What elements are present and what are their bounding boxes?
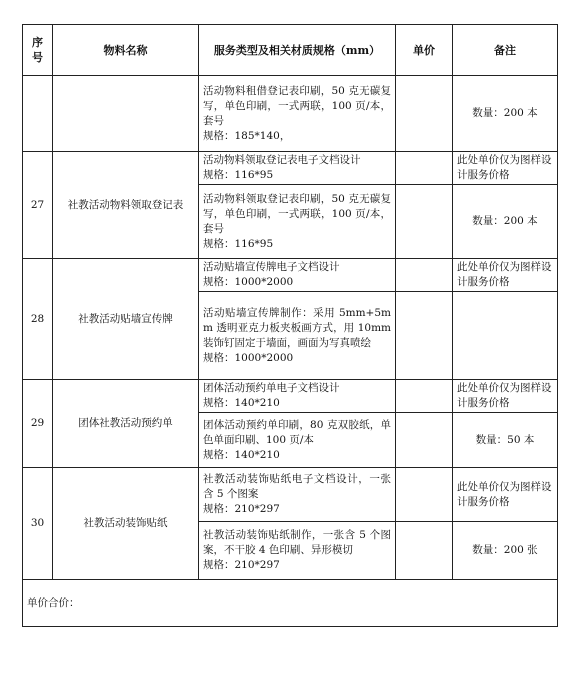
seq-cell: 30 <box>23 468 53 580</box>
price-cell <box>396 468 453 522</box>
header-seq: 序号 <box>23 25 53 76</box>
table-row <box>23 468 558 522</box>
spec-cell <box>199 76 396 152</box>
spec-text: 社教活动装饰贴纸制作，一张含 5 个图案，不干胶 4 色印刷、异形模切 <box>203 529 391 556</box>
spec-size: 规格：1000*2000 <box>203 351 294 364</box>
note-cell: 此处单价仅为图样设计服务价格 <box>453 380 558 413</box>
note-cell: 数量：200 本 <box>453 76 558 152</box>
price-cell <box>396 259 453 292</box>
header-note: 备注 <box>453 25 558 76</box>
spec-cell <box>199 522 396 580</box>
price-cell <box>396 152 453 185</box>
spec-size: 规格：140*210 <box>203 448 280 461</box>
name-cell: 社教活动贴墙宣传牌 <box>53 259 199 380</box>
seq-cell: 29 <box>23 380 53 468</box>
price-table <box>22 24 558 627</box>
spec-size: 规格：1000*2000 <box>203 276 294 288</box>
spec-cell <box>199 292 396 380</box>
total-label: 单价合价： <box>23 580 558 627</box>
table-row <box>23 76 558 152</box>
spec-text: 活动贴墙宣传牌电子文档设计 <box>203 261 340 273</box>
spec-size: 规格：140*210 <box>203 397 280 409</box>
note-cell <box>453 292 558 380</box>
spec-text: 活动物料领取登记表印刷，50 克无碳复写，单色印刷，一式两联，100 页/本，套号 <box>203 192 391 235</box>
seq-cell: 27 <box>23 152 53 259</box>
price-cell <box>396 413 453 468</box>
spec-text: 活动物料租借登记表印刷，50 克无碳复写，单色印刷，一式两联，100 页/本，套号 <box>203 84 391 127</box>
spec-text: 社教活动装饰贴纸电子文档设计，一张含 5 个图案 <box>203 473 391 500</box>
price-cell <box>396 292 453 380</box>
price-cell <box>396 522 453 580</box>
table-header-row <box>23 25 558 76</box>
spec-cell <box>199 152 396 185</box>
seq-cell <box>23 76 53 152</box>
spec-cell <box>199 259 396 292</box>
spec-text: 团体活动预约单电子文档设计 <box>203 382 340 394</box>
spec-size: 规格：210*297 <box>203 559 280 571</box>
price-cell <box>396 380 453 413</box>
note-cell: 数量：50 本 <box>453 413 558 468</box>
note-cell: 数量：200 本 <box>453 185 558 259</box>
price-cell <box>396 76 453 152</box>
spec-size: 规格：210*297 <box>203 503 280 515</box>
spec-cell <box>199 380 396 413</box>
spec-size: 规格：185*140， <box>203 129 291 142</box>
spec-cell <box>199 185 396 259</box>
note-cell: 数量：200 张 <box>453 522 558 580</box>
spec-size: 规格：116*95 <box>203 237 274 250</box>
spec-text: 活动物料领取登记表电子文档设计 <box>203 154 361 166</box>
note-cell: 此处单价仅为图样设计服务价格 <box>453 468 558 522</box>
header-spec: 服务类型及相关材质规格（mm） <box>199 25 396 76</box>
name-cell: 团体社教活动预约单 <box>53 380 199 468</box>
note-cell: 此处单价仅为图样设计服务价格 <box>453 152 558 185</box>
spec-text: 活动贴墙宣传牌制作：采用 5mm+5mm 透明亚克力板夹板画方式，用 10mm 装饰钉固定于墙面，画面为写真喷绘 <box>203 306 391 349</box>
table-row <box>23 380 558 413</box>
note-cell: 此处单价仅为图样设计服务价格 <box>453 259 558 292</box>
total-row <box>23 580 558 627</box>
spec-cell <box>199 468 396 522</box>
spec-cell <box>199 413 396 468</box>
seq-cell: 28 <box>23 259 53 380</box>
header-price: 单价 <box>396 25 453 76</box>
name-cell: 社教活动装饰贴纸 <box>53 468 199 580</box>
name-cell: 社教活动物料领取登记表 <box>53 152 199 259</box>
price-cell <box>396 185 453 259</box>
spec-size: 规格：116*95 <box>203 169 274 181</box>
table-row <box>23 259 558 292</box>
header-name: 物料名称 <box>53 25 199 76</box>
table-row <box>23 152 558 185</box>
spec-text: 团体活动预约单印刷，80 克双胶纸，单色单面印刷、100 页/本 <box>203 418 391 446</box>
name-cell <box>53 76 199 152</box>
